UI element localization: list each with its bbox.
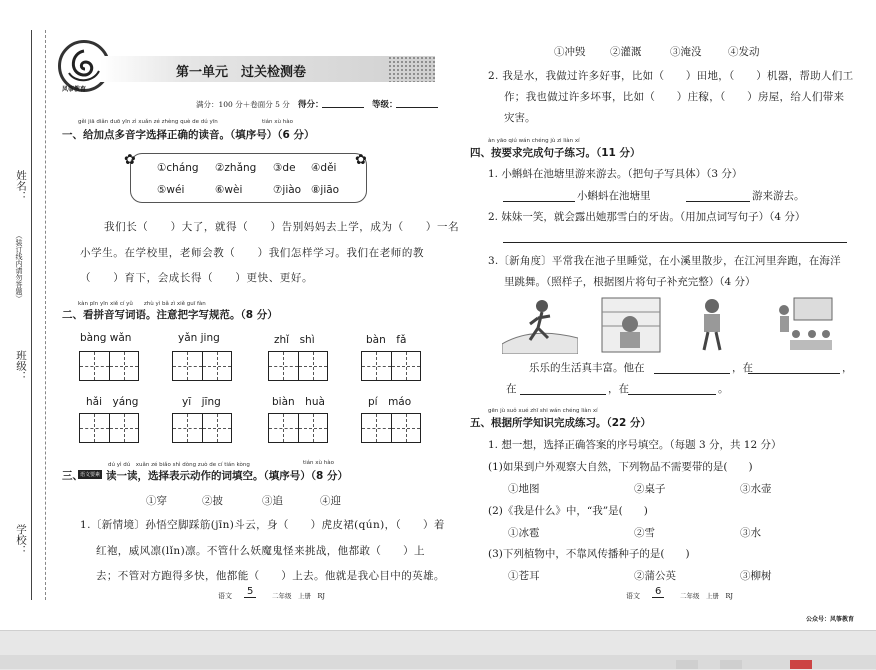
q3-number: 三、 bbox=[62, 470, 83, 482]
footer-grade: 二年级 上册 RJ bbox=[680, 592, 733, 600]
q4-fill-sep: ，在 bbox=[732, 362, 753, 374]
q5-title: 五、根据所学知识完成练习。（22 分） bbox=[470, 417, 652, 429]
picture-boy-reading bbox=[600, 296, 662, 354]
picture-boy-running bbox=[502, 296, 578, 354]
q2-title: 二、看拼音写词语。注意把字写规范。（8 分） bbox=[62, 309, 278, 321]
q5-question-2: (2)《我是什么》中，“我”是( ) bbox=[488, 505, 648, 517]
q2-pinyin-word: yǎn jing bbox=[178, 332, 220, 344]
q3-option: ①穿 bbox=[146, 495, 167, 507]
logo-text: 风筝教育 bbox=[62, 86, 87, 93]
q1-title: 一、给加点多音字选择正确的读音。（填序号）（6 分） bbox=[62, 129, 315, 141]
answer-blank[interactable] bbox=[654, 373, 730, 374]
writing-grid[interactable] bbox=[172, 413, 232, 443]
q2-pinyin-word: bàn fǎ bbox=[366, 334, 407, 346]
q5-option: ①苍耳 bbox=[508, 570, 540, 582]
viewer-toolbar-strip bbox=[0, 655, 876, 669]
writing-grid[interactable] bbox=[361, 351, 421, 381]
q1-option: ⑤wéi bbox=[157, 184, 185, 196]
toolbar-button[interactable] bbox=[676, 660, 698, 669]
writing-grid[interactable] bbox=[172, 351, 232, 381]
q4-title: 四、按要求完成句子练习。（11 分） bbox=[470, 147, 641, 159]
q4-sentence-1-end: 游来游去。 bbox=[752, 190, 805, 202]
q4-sentence-1: 1. 小蝌蚪在池塘里游来游去。（把句子写具体）（3 分） bbox=[488, 168, 743, 180]
answer-blank[interactable] bbox=[686, 201, 750, 202]
q2-pinyin-word: zhǐ shì bbox=[274, 334, 315, 346]
q4-sentence-3: 3.〔新角度〕平常我在池子里睡觉，在小溪里散步，在江河里奔跑，在海洋 bbox=[488, 255, 841, 267]
title-banner-dots bbox=[388, 56, 436, 82]
q1-option: ⑧jiāo bbox=[311, 184, 340, 196]
q2-pinyin-word: hǎi yáng bbox=[86, 396, 139, 408]
q5-option: ③水壶 bbox=[740, 483, 772, 495]
toolbar-button-red[interactable] bbox=[790, 660, 812, 669]
q3-option: ④迎 bbox=[320, 495, 341, 507]
q1-pinyin-2: tián xù hào bbox=[262, 119, 293, 125]
q4-sentence-3-b: 里跳舞。（照样子，根据图片将句子补充完整）（4 分） bbox=[504, 276, 756, 288]
page-title: 第一单元 过关检测卷 bbox=[176, 65, 307, 80]
writing-grid[interactable] bbox=[361, 413, 421, 443]
q2-pinyin-word: pí máo bbox=[368, 396, 412, 408]
writing-grid[interactable] bbox=[79, 413, 139, 443]
answer-blank[interactable] bbox=[520, 394, 606, 395]
q4-sentence-2: 2. 妹妹一笑，就会露出她那雪白的牙齿。（用加点词写句子）（4 分） bbox=[488, 211, 806, 223]
q1-option: ⑥wèi bbox=[215, 184, 243, 196]
score-label: 得分： bbox=[298, 100, 324, 110]
binding-dashed-line bbox=[45, 30, 46, 600]
q2-pinyin: kàn pīn yīn xiě cí yǔ zhù yì bǎ zì xiě guī fàn bbox=[78, 301, 206, 307]
q2-pinyin-word: bàng wǎn bbox=[80, 332, 132, 344]
writing-grid[interactable] bbox=[268, 413, 328, 443]
answer-blank[interactable] bbox=[628, 394, 716, 395]
water-passage-line: 灾害。 bbox=[504, 112, 536, 124]
q3-passage-line: 红袍，威风凛(lǐn)凛。不管什么妖魔鬼怪来挑战，他都敢（ ）上 bbox=[96, 545, 425, 557]
q3-passage-line: 去；不管对方跑得多快，他都能（ ）上去。他就是我心目中的英雄。 bbox=[96, 570, 445, 582]
footer-grade: 二年级 上册 RJ bbox=[272, 592, 325, 600]
writing-grid[interactable] bbox=[79, 351, 139, 381]
q1-option: ①cháng bbox=[157, 162, 199, 174]
q3-option: ③追 bbox=[262, 495, 283, 507]
water-passage-line: 作；我也做过许多坏事，比如（ ）庄稼，（ ）房屋，给人们带来 bbox=[504, 91, 845, 103]
picture-classroom bbox=[772, 296, 834, 354]
q1-pinyin: gěi jiā diǎn duō yīn zì xuǎn zé zhèng què de dú yīn bbox=[78, 119, 218, 125]
q3-badge: 语文要素 bbox=[80, 472, 101, 478]
grade-level-label: 等级： bbox=[372, 100, 398, 110]
binding-line bbox=[31, 30, 32, 600]
score-blank[interactable] bbox=[322, 107, 364, 108]
q4-pinyin: àn yāo qiú wán chéng jù zi liàn xí bbox=[488, 138, 580, 144]
water-option: ④发动 bbox=[728, 46, 760, 58]
page-number: 5 bbox=[244, 586, 256, 598]
toolbar-button[interactable] bbox=[720, 660, 742, 669]
q3-pinyin: dú yì dú xuǎn zé biǎo shì dòng zuò de cí tián kòng bbox=[108, 462, 250, 468]
q3-option: ②披 bbox=[202, 495, 223, 507]
water-option: ③淹没 bbox=[670, 46, 702, 58]
answer-blank[interactable] bbox=[748, 373, 840, 374]
footer-subject: 语文 bbox=[626, 592, 640, 600]
q5-option: ②蒲公英 bbox=[634, 570, 676, 582]
writing-grid[interactable] bbox=[268, 351, 328, 381]
q3-passage-line: 1.〔新情境〕孙悟空脚踩筋(jīn)斗云，身（ ）虎皮裙(qún)，（ ）着 bbox=[80, 519, 445, 531]
q5-pinyin: gēn jù suǒ xué zhī shi wán chéng liàn xí bbox=[488, 408, 598, 414]
water-passage-line: 2. 我是水，我做过许多好事，比如（ ）田地，（ ）机器，帮助人们工 bbox=[488, 70, 854, 82]
q5-option: ③柳树 bbox=[740, 570, 772, 582]
q1-option: ②zhǎng bbox=[215, 162, 257, 174]
flower-icon: ✿ bbox=[124, 152, 136, 168]
q4-fill-sep: 在 bbox=[506, 383, 517, 395]
q5-option: ②桌子 bbox=[634, 483, 666, 495]
q5-question-3: (3)下列植物中，不靠风传播种子的是( ) bbox=[488, 548, 690, 560]
q4-sentence-1-stem: 小蝌蚪在池塘里 bbox=[577, 190, 651, 202]
q5-option: ①地图 bbox=[508, 483, 540, 495]
water-option: ②灌溉 bbox=[610, 46, 642, 58]
side-label-school: 学校： bbox=[15, 524, 27, 556]
q1-passage-line: （ ）育下，会成长得（ ）更快、更好。 bbox=[80, 272, 314, 284]
corner-watermark: 公众号：风筝教育 bbox=[806, 616, 855, 623]
q2-pinyin-word: biàn huà bbox=[272, 396, 325, 408]
side-label-note: （装订线内请勿答题） bbox=[15, 232, 23, 302]
q5-option: ③水 bbox=[740, 527, 761, 539]
flower-icon: ✿ bbox=[355, 152, 367, 168]
q2-pinyin-word: yī jīng bbox=[182, 396, 221, 408]
score-info: 满分：100 分＋卷面分 5 分 bbox=[196, 100, 290, 109]
page-number: 6 bbox=[652, 586, 664, 598]
q4-fill-stem: 乐乐的生活真丰富。他在 bbox=[529, 362, 645, 374]
q5-intro: 1. 想一想，选择正确答案的序号填空。（每题 3 分，共 12 分） bbox=[488, 439, 782, 451]
q1-passage-line: 我们长（ ）大了，就得（ ）告别妈妈去上学，成为（ ）一名 bbox=[104, 221, 460, 233]
q5-question-1: (1)如果到户外观察大自然，下列物品不需要带的是( ) bbox=[488, 461, 753, 473]
q5-option: ①冰雹 bbox=[508, 527, 540, 539]
q3-title: 读一读，选择表示动作的词填空。（填序号）（8 分） bbox=[106, 470, 348, 482]
side-label-name: 姓名： bbox=[15, 170, 27, 202]
answer-line[interactable] bbox=[503, 242, 847, 243]
footer-subject: 语文 bbox=[218, 592, 232, 600]
q4-fill-sep: ，在 bbox=[608, 383, 629, 395]
picture-boy-walking bbox=[688, 296, 736, 354]
grade-level-blank[interactable] bbox=[396, 107, 438, 108]
side-label-class: 班级： bbox=[15, 350, 27, 382]
answer-blank[interactable] bbox=[503, 201, 575, 202]
q5-option: ②雪 bbox=[634, 527, 655, 539]
q1-passage-line: 小学生。在学校里，老师会教（ ）我们怎样学习。我们在老师的教 bbox=[80, 247, 425, 259]
water-option: ①冲毁 bbox=[554, 46, 586, 58]
q1-option: ④děi bbox=[311, 162, 337, 174]
q1-option: ⑦jiào bbox=[273, 184, 302, 196]
q3-pinyin-2: tián xù hào bbox=[303, 460, 334, 466]
q4-fill-period: 。 bbox=[718, 383, 729, 395]
q4-fill-comma: ， bbox=[842, 362, 853, 374]
q1-option: ③de bbox=[273, 162, 296, 174]
